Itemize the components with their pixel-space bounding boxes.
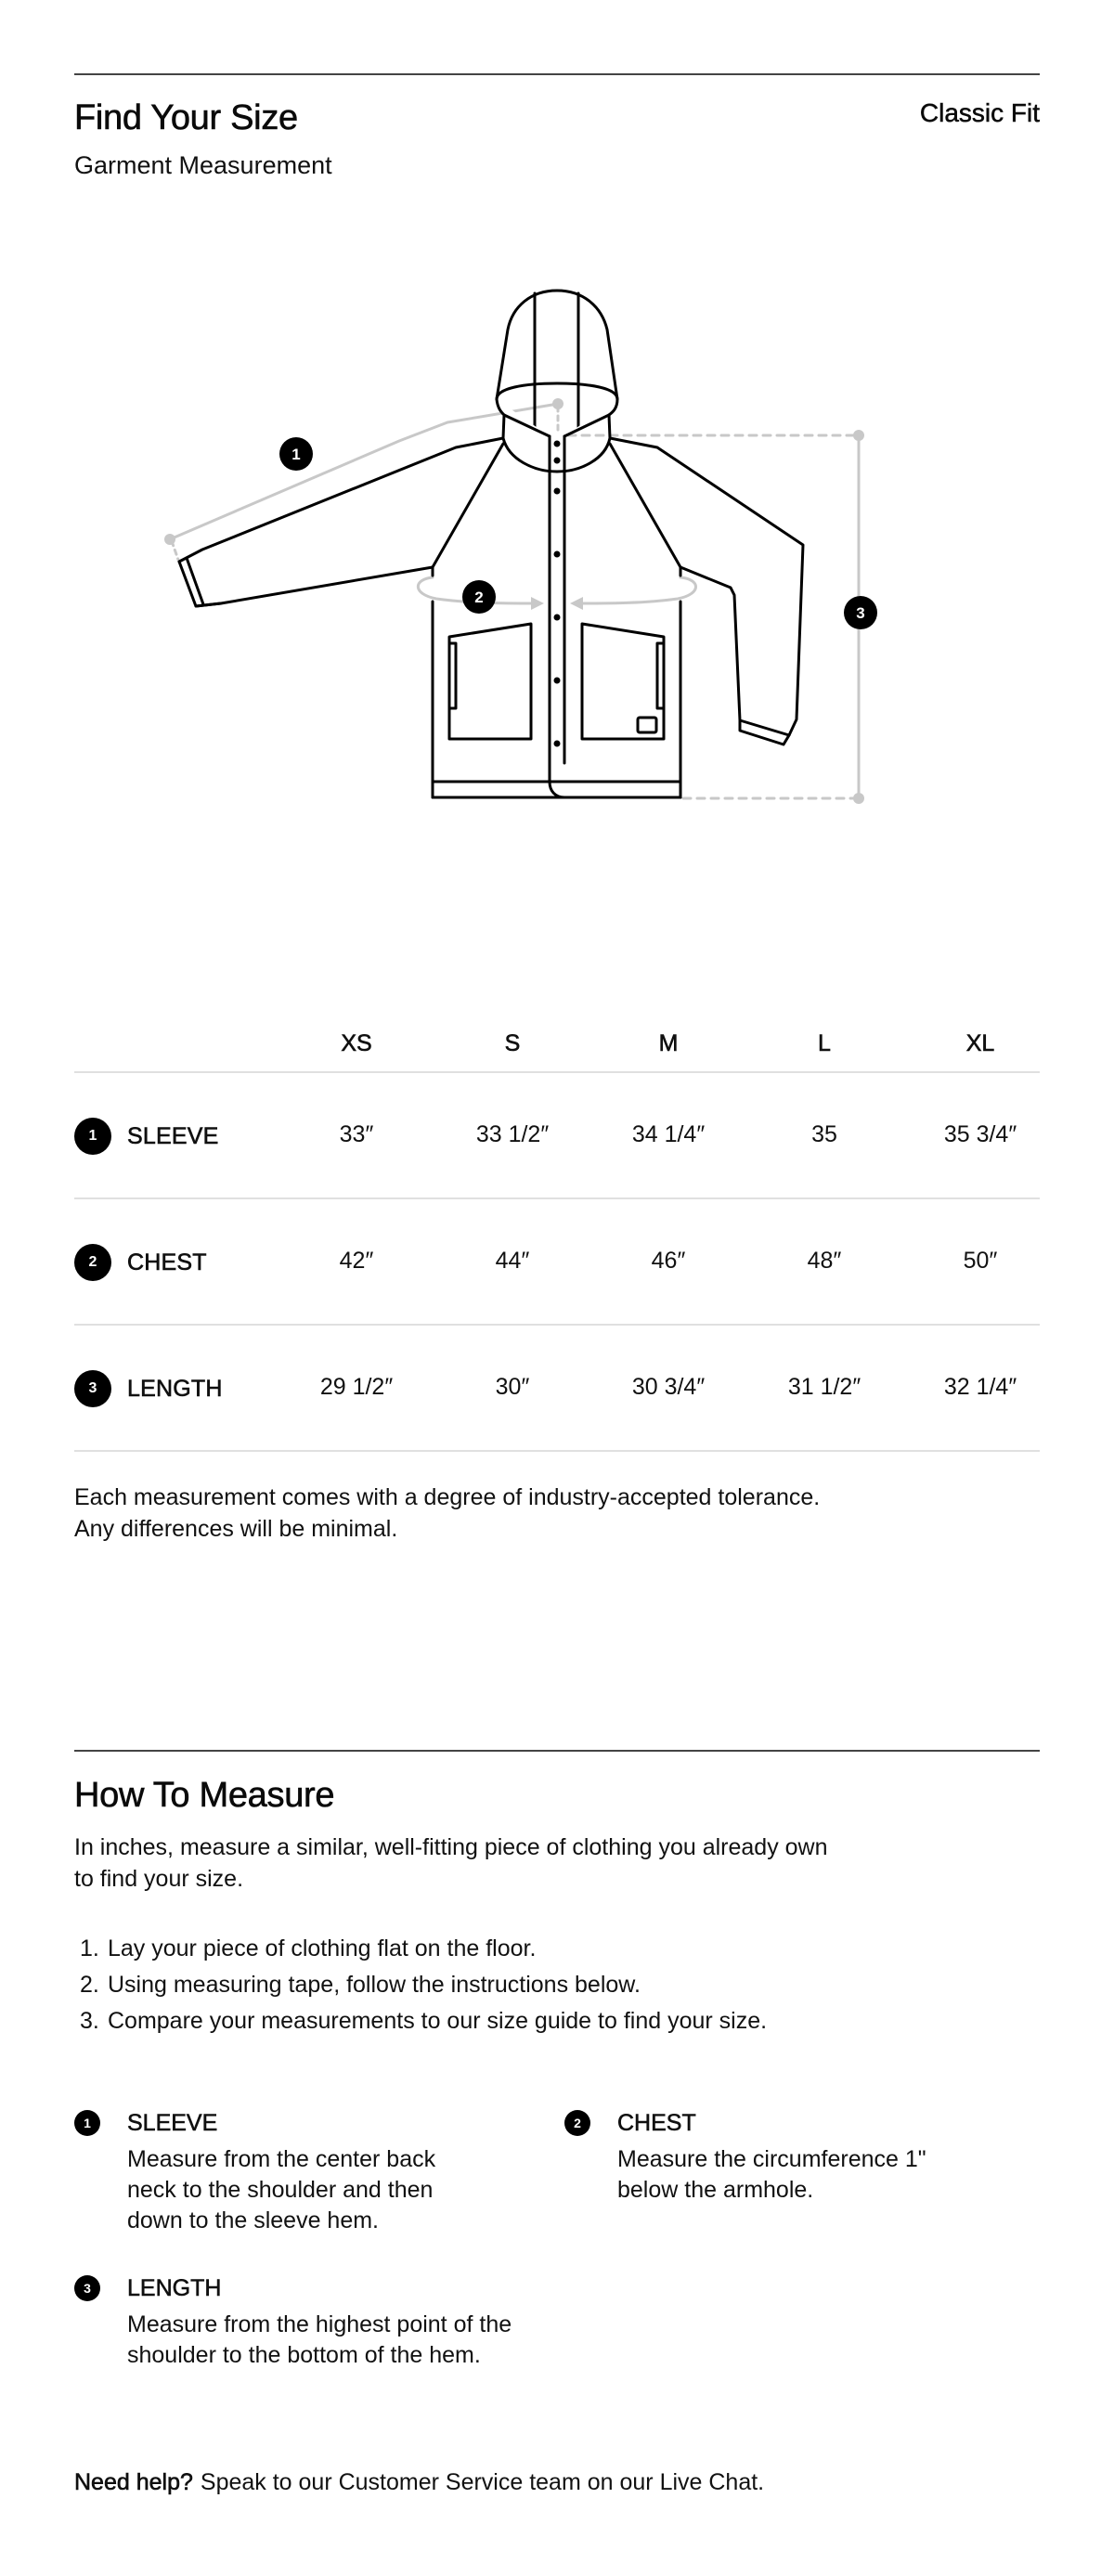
step-number: 3. [80,2008,99,2034]
marker-sleeve [279,437,313,471]
sleeve-end-dot [164,534,175,545]
button [554,441,561,447]
measure-item-text [617,2144,1010,2206]
step-item [80,1967,767,2003]
chest-arrow-left [531,597,544,610]
marker-chest-label: 2 [474,589,484,606]
table-cell: 44″ [495,1248,530,1274]
description-line-2: to find your size. [74,1866,244,1892]
help-text[interactable]: Speak to our Customer Service team on our Live Chat. [200,2469,765,2495]
size-header-m: M [658,1030,679,1056]
number-badge: 3 [74,2275,100,2301]
table-cell: 48″ [807,1248,842,1274]
row-label [74,1370,223,1407]
left-sleeve-top [179,438,503,562]
right-cuff [740,720,789,744]
measure-item-length [74,2274,594,2371]
row-name: SLEEVE [127,1122,219,1149]
number-badge: 3 [74,1370,111,1407]
how-to-steps [80,1931,767,2039]
text-line: Measure from the center back [127,2146,436,2172]
size-header-xl: XL [965,1030,995,1056]
text-line: neck to the shoulder and then [127,2177,434,2203]
measure-item-text [127,2310,594,2371]
help-line [74,2469,764,2496]
table-cell: 35 [811,1121,837,1147]
sleeve-start-dot [552,398,563,409]
marker-length-label: 3 [856,604,865,622]
step-item [80,2003,767,2039]
row-label [74,1118,218,1155]
size-table-header [74,993,1040,1073]
left-pocket-zip [449,643,456,708]
step-item [80,1931,767,1967]
button [554,741,561,747]
section-divider [74,1750,1040,1752]
marker-length [844,596,877,629]
size-header-xs: XS [341,1030,372,1056]
number-badge: 2 [564,2110,590,2136]
measure-guide-dots [164,398,864,804]
page-title: Find Your Size [74,98,298,137]
left-pocket [449,624,531,739]
number-badge: 1 [74,2110,100,2136]
right-pocket [582,624,664,739]
chest-measure-arc-right [577,577,696,603]
measure-item-title: SLEEVE [127,2110,218,2136]
button [554,551,561,558]
step-number: 2. [80,1972,99,1998]
step-number: 1. [80,1935,99,1961]
marker-sleeve-label: 1 [291,446,301,463]
raglan-right [610,444,680,567]
measure-item-title: CHEST [617,2110,696,2136]
how-to-title: How To Measure [74,1776,335,1815]
left-sleeve-bottom [196,567,433,606]
tolerance-line-1: Each measurement comes with a degree of industry-accepted tolerance. [74,1484,821,1510]
text-line: below the armhole. [617,2177,814,2203]
how-to-description [74,1832,910,1895]
row-name: CHEST [127,1249,207,1275]
size-header-l: L [818,1030,831,1056]
left-cuff-inner [187,558,203,604]
table-cell: 33 1/2″ [475,1121,550,1147]
help-label: Need help? [74,2469,193,2495]
button [554,458,561,464]
buttons [554,441,561,747]
number-badge: 1 [74,1118,111,1155]
row-name: LENGTH [127,1375,223,1402]
table-cell: 46″ [651,1248,686,1274]
marker-chest [462,580,496,614]
step-text: Lay your piece of clothing flat on the floor. [108,1935,537,1961]
page-subtitle: Garment Measurement [74,151,332,179]
step-text: Compare your measurements to our size guide to find your size. [108,2008,768,2034]
table-cell: 34 1/4″ [631,1121,706,1147]
table-row-length [74,1326,1040,1452]
sleeve-measure-line [170,404,558,539]
measure-item-head [74,2109,520,2137]
table-cell: 32 1/4″ [943,1374,1017,1400]
table-cell: 42″ [339,1248,374,1274]
measure-item-title: LENGTH [127,2275,222,2301]
pocket-label [638,718,656,732]
right-sleeve-bottom [680,567,740,720]
row-label [74,1244,207,1281]
measure-item-text [127,2144,520,2236]
text-line: Measure from the highest point of the [127,2311,512,2337]
description-line-1: In inches, measure a similar, well-fitting piece of clothing you already own [74,1834,828,1860]
button [554,678,561,684]
tolerance-line-2: Any differences will be minimal. [74,1516,398,1542]
right-pocket-zip [657,643,664,708]
size-header-s: S [504,1030,521,1056]
button [554,488,561,495]
table-cell: 50″ [963,1248,998,1274]
measure-item-sleeve [74,2109,520,2236]
text-line: Measure the circumference 1" [617,2146,926,2172]
length-top-dot [853,430,864,441]
chest-arrow-right [570,597,583,610]
size-table [74,993,1040,1452]
step-text: Using measuring tape, follow the instructions below. [108,1972,641,1998]
fit-label: Classic Fit [919,98,1040,127]
table-cell: 30 3/4″ [631,1374,706,1400]
length-bottom-dot [853,793,864,804]
top-divider [74,73,1040,75]
table-cell: 30″ [495,1374,530,1400]
raglan-left [433,444,503,567]
table-cell: 35 3/4″ [943,1121,1017,1147]
table-row-chest [74,1199,1040,1326]
left-cuff [179,562,221,606]
table-cell: 29 1/2″ [319,1374,394,1400]
right-sleeve-top [610,438,803,735]
hood-opening-top [497,383,617,399]
jacket-outline [179,291,803,797]
measure-item-head [74,2274,594,2302]
tolerance-note [74,1482,820,1545]
measure-item-head [564,2109,1010,2137]
table-row-sleeve [74,1073,1040,1199]
measure-item-chest [564,2109,1010,2206]
number-badge: 2 [74,1244,111,1281]
jacket-diagram [0,269,1114,826]
text-line: down to the sleeve hem. [127,2207,379,2233]
text-line: shoulder to the bottom of the hem. [127,2342,481,2368]
table-cell: 31 1/2″ [787,1374,861,1400]
button [554,615,561,621]
table-cell: 33″ [339,1121,374,1147]
